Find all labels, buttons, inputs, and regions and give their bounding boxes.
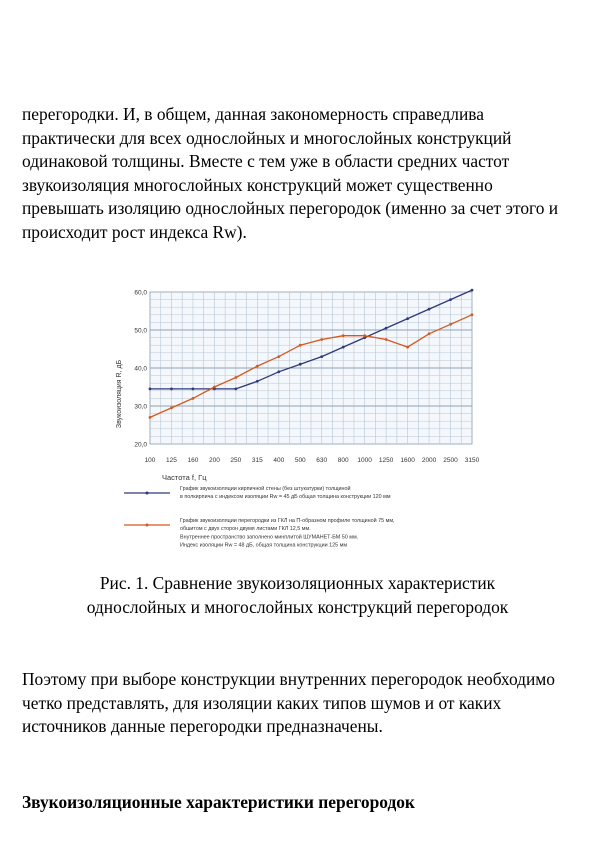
series-2-point bbox=[277, 355, 280, 358]
legend-swatch-marker bbox=[146, 492, 149, 495]
x-tick-label: 630 bbox=[316, 457, 328, 464]
series-1-point bbox=[428, 308, 431, 311]
y-axis-label: Звукоизоляция R, дБ bbox=[116, 359, 123, 429]
y-tick-label: 60,0 bbox=[134, 289, 147, 297]
series-2-point bbox=[320, 338, 323, 341]
series-2-point bbox=[256, 365, 259, 368]
x-tick-label: 2500 bbox=[443, 457, 458, 464]
series-2-point bbox=[299, 344, 302, 347]
x-tick-label: 250 bbox=[230, 457, 242, 464]
y-tick-label: 40,0 bbox=[134, 365, 147, 373]
y-tick-label: 30,0 bbox=[134, 403, 147, 411]
series-1-point bbox=[277, 370, 280, 373]
series-1-point bbox=[342, 346, 345, 349]
x-tick-label: 1250 bbox=[378, 457, 394, 464]
series-1-point bbox=[471, 289, 474, 292]
series-2-point bbox=[428, 332, 431, 335]
series-1-point bbox=[385, 327, 388, 330]
x-tick-label: 315 bbox=[251, 457, 263, 464]
body-paragraph-1: перегородки. И, в общем, данная закономерность справедлива практически для всех однослойных и многослойных конструкций одинаковой толщины. Вместе с тем уже в области средних частот звукоизоляция многослойных конструкций может существенно превышать изоляцию однослойных перегородок (именно за счет этого и происходит рост индекса Rw). bbox=[22, 104, 559, 242]
legend-text: График звукоизоляции перегородки из ГКЛ на П-образном профиле толщиной 75 мм, bbox=[180, 518, 395, 524]
caption-line-2: однослойных и многослойных конструкций перегородок bbox=[86, 596, 509, 617]
series-2-point bbox=[363, 334, 366, 337]
series-1-point bbox=[320, 355, 323, 358]
caption-line-1: Рис. 1. Сравнение звукоизоляционных характеристик bbox=[99, 573, 496, 593]
series-2-point bbox=[385, 338, 388, 341]
section-heading: Звукоизоляционные характеристики перегородок bbox=[22, 792, 415, 812]
x-tick-label: 3150 bbox=[464, 457, 480, 464]
x-tick-label: 800 bbox=[337, 457, 349, 464]
legend-text: Внутреннее пространство заполнено минплитой ШУМАНЕТ-БМ 50 мм. bbox=[180, 534, 359, 541]
series-2-point bbox=[170, 407, 173, 410]
chart-svg bbox=[110, 282, 480, 560]
legend-text: обшитом с двух сторон двумя листами ГКЛ 12,5 мм. bbox=[180, 526, 311, 533]
figure-caption bbox=[0, 572, 595, 619]
x-tick-label: 100 bbox=[144, 457, 156, 464]
legend-text: Индекс изоляции Rw = 48 дБ, общая толщина конструкции 125 мм bbox=[180, 542, 348, 549]
chart-legend bbox=[124, 485, 395, 549]
y-tick-label: 20,0 bbox=[134, 441, 147, 449]
legend-swatch-marker bbox=[146, 524, 149, 527]
series-1-point bbox=[406, 317, 409, 320]
x-tick-label: 1000 bbox=[357, 457, 372, 464]
x-tick-label: 160 bbox=[187, 457, 199, 464]
series-2-point bbox=[192, 397, 195, 400]
series-1-point bbox=[449, 298, 452, 301]
series-2-point bbox=[471, 313, 474, 316]
x-tick-label: 1600 bbox=[400, 457, 415, 464]
series-1-point bbox=[170, 388, 173, 391]
series-1-point bbox=[234, 388, 237, 391]
figure-sound-insulation-chart bbox=[110, 282, 480, 560]
x-tick-label: 2000 bbox=[421, 457, 437, 464]
series-1-point bbox=[192, 388, 195, 391]
x-tick-label: 125 bbox=[166, 457, 177, 464]
x-tick-label: 400 bbox=[273, 457, 285, 464]
series-2-point bbox=[149, 416, 152, 419]
series-2-point bbox=[449, 323, 452, 326]
series-2-point bbox=[213, 386, 216, 389]
series-1-point bbox=[256, 380, 259, 383]
legend-text: График звукоизоляции кирпичной стены (без штукатурки) толщиной bbox=[180, 486, 351, 492]
series-2-point bbox=[406, 346, 409, 349]
series-1-point bbox=[149, 388, 152, 391]
legend-text: в полкирпича с индексом изоляции Rw = 45 дБ общая толщина конструкции 120 мм bbox=[180, 494, 391, 501]
series-1-point bbox=[299, 363, 302, 366]
x-tick-label: 200 bbox=[208, 457, 220, 464]
x-axis-label: Частота f, Гц bbox=[162, 473, 207, 482]
body-paragraph-2: Поэтому при выборе конструкции внутренних перегородок необходимо четко представлять, для изоляции каких типов шумов и от каких источников данные перегородки предназначены. bbox=[22, 669, 556, 737]
series-2-point bbox=[342, 334, 345, 337]
y-tick-label: 50,0 bbox=[134, 327, 147, 335]
series-2-point bbox=[234, 376, 237, 379]
x-tick-label: 500 bbox=[294, 457, 306, 464]
